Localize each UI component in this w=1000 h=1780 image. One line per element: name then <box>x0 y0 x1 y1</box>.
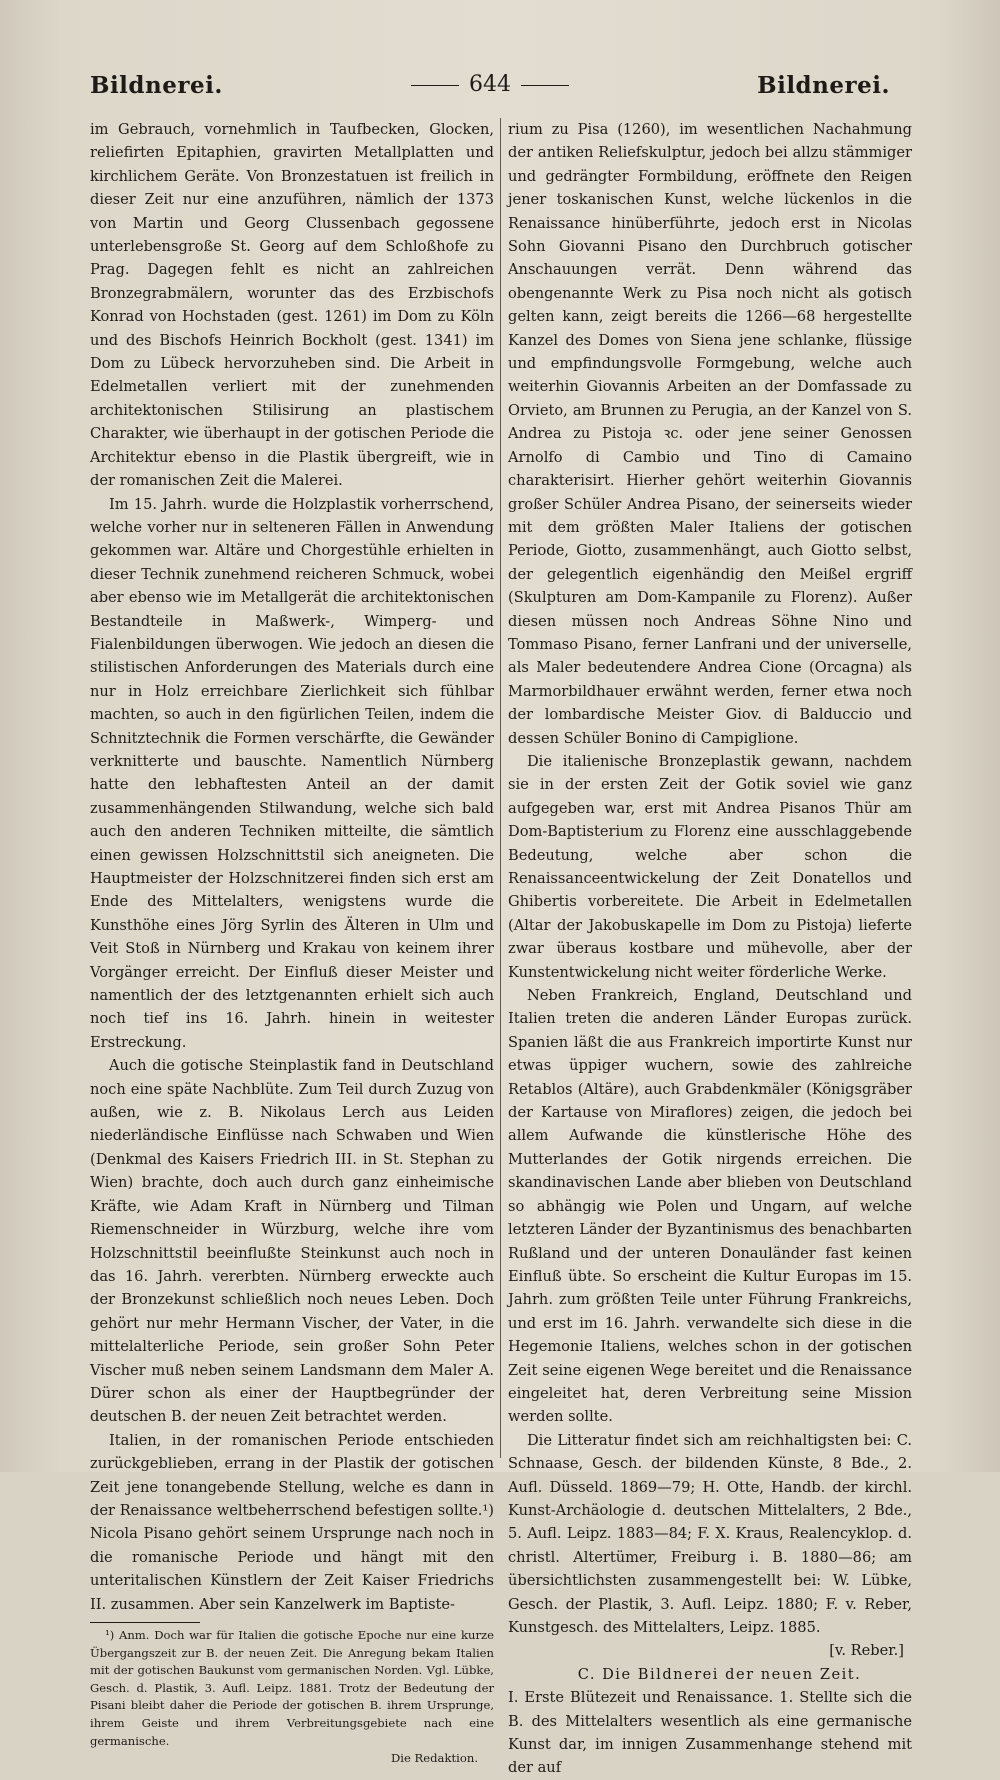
author-signature: [v. Reber.] <box>829 1642 904 1660</box>
running-header <box>90 72 890 108</box>
right-column <box>508 118 912 1780</box>
left-paragraph-2: Im 15. Jahrh. wurde die Holzplastik vorherrschend, welche vorher nur in selteneren Fällen in Anwendung gekommen war. Altäre und Chorgestühle erhielten in dieser Technik zunehmend reicheren Schmuck, wobei aber ebenso wie im Metallgerät die architektonischen Bestandteile in Maßwerk-, Wimperg- und Fialenbildungen überwogen. Wie jedoch an diesen die stilistischen Anforderungen des Materials durch eine nur in Holz erreichbare Zierlichkeit sich fühlbar machten, so auch in den figürlichen Teilen, indem die Schnitztechnik die Formen verschärfte, die Gewänder verknitterte und bauschte. Namentlich Nürnberg hatte den lebhaftesten Anteil an der damit zusammenhängenden Stilwandung, welche sich bald auch den anderen Techniken mitteilte, die sämtlich einen gewissen Holzschnittstil sich aneigneten. Die Hauptmeister der Holzschnitzerei finden sich erst am Ende des Mittelalters, wenigstens wurde die Kunsthöhe eines Jörg Syrlin des Älteren in Ulm und Veit Stoß in Nürnberg und Krakau von keinem ihrer Vorgänger erreicht. Der Einfluß dieser Meister und namentlich der des letztgenannten erhielt sich auch noch tief ins 16. Jahrh. hinein in weitester Erstreckung. <box>90 495 494 1051</box>
page-number: 644 <box>469 72 511 97</box>
left-column <box>90 118 494 1768</box>
right-paragraph-4: Die Litteratur findet sich am reichhaltigsten bei: C. Schnaase, Gesch. der bildenden Künste, 8 Bde., 2. Aufl. Düsseld. 1869—79; H. Otte, Handb. der kirchl. Kunst-Archäologie d. deutschen Mittelalters, 2 Bde., 5. Aufl. Leipz. 1883—84; F. X. Kraus, Realencyklop. d. christl. Altertümer, Freiburg i. B. 1880—86; am übersichtlichsten zusammengestellt bei: W. Lübke, Gesch. der Plastik, 3. Aufl. Leipz. 1880; F. v. Reber, Kunstgesch. des Mittelalters, Leipz. 1885. <box>508 1431 912 1636</box>
footnote: ¹) Anm. Doch war für Italien die gotische Epoche nur eine kurze Übergangszeit zur B. der neuen Zeit. Die Anregung bekam Italien mit der gotischen Baukunst vom germanischen Norden. Vgl. Lübke, Gesch. d. Plastik, 3. Aufl. Leipz. 1881. Trotz der Bedeutung der Pisani bleibt daher die Periode der gotischen B. ihrem Ursprunge, ihrem Geiste und ihrem Verbreitungsgebiete nach eine germanische. <box>90 1628 494 1748</box>
left-paragraph-4: Italien, in der romanischen Periode entschieden zurückgeblieben, errang in der Plastik der gotischen Zeit jene tonangebende Stellung, welche es dann in der Renaissance weltbeherrschend befestigen sollte.¹) Nicola Pisano gehört seinem Ursprunge nach noch in die romanische Periode und hängt mit den unteritalischen Künstlern der Zeit Kaiser Friedrichs II. zusammen. Aber sein Kanzelwerk im Baptiste- <box>90 1431 494 1613</box>
footnote-separator <box>90 1622 200 1623</box>
right-paragraph-1: rium zu Pisa (1260), im wesentlichen Nachahmung der antiken Reliefskulptur, jedoch bei allzu stämmiger und gedrängter Formbildung, eröffnete den Reigen jener toskanischen Kunst, welche lückenlos in die Renaissance hinüberführte, jedoch erst in Nicolas Sohn Giovanni Pisano den Durchbruch gotischer Anschauungen verrät. Denn während das obengenannte Werk zu Pisa noch nicht als gotisch gelten kann, zeigt bereits die 1266—68 hergestellte Kanzel des Domes von Siena jene schlanke, flüssige und empfindungsvolle Formgebung, welche auch weiterhin Giovannis Arbeiten an der Domfassade zu Orvieto, am Brunnen zu Perugia, an der Kanzel von S. Andrea zu Pistoja ꝛc. oder jene seiner Genossen Arnolfo di Cambio und Tino di Camaino charakterisirt. Hierher gehört weiterhin Giovannis großer Schüler Andrea Pisano, der seinerseits wieder mit dem größten Maler Italiens der gotischen Periode, Giotto, zusammenhängt, auch Giotto selbst, der gelegentlich eigenhändig den Meißel ergriff (Skulpturen am Dom-Kampanile zu Florenz). Außer diesen müssen noch Andreas Söhne Nino und Tommaso Pisano, ferner Lanfrani und der universelle, als Maler bedeutendere Andrea Cione (Orcagna) als Marmorbildhauer erwähnt werden, ferner etwa noch der lombardische Meister Giov. di Balduccio und dessen Schüler Bonino di Campiglione. <box>508 121 912 747</box>
left-paragraph-3: Auch die gotische Steinplastik fand in Deutschland noch eine späte Nachblüte. Zum Teil durch Zuzug von außen, wie z. B. Nikolaus Lerch aus Leiden niederländische Einflüsse nach Schwaben und Wien (Denkmal des Kaisers Friedrich III. in St. Stephan zu Wien) brachte, doch auch durch ganz einheimische Kräfte, wie Adam Kraft in Nürnberg und Tilman Riemenschneider in Würzburg, welche ihre vom Holzschnittstil beeinflußte Steinkunst auch noch in das 16. Jahrh. vererbten. Nürnberg erweckte auch der Bronzekunst schließlich noch neues Leben. Doch gehört nur mehr Hermann Vischer, der Vater, in die mittelalterliche Periode, sein großer Sohn Peter Vischer muß neben seinem Landsmann dem Maler A. Dürer schon als einer der Hauptbegründer der deutschen B. der neuen Zeit betrachtet werden. <box>90 1057 494 1426</box>
right-paragraph-5: I. Erste Blütezeit und Renaissance. 1. Stellte sich die B. des Mittelalters wesentlich als eine germanische Kunst dar, im innigen Zusammenhange stehend mit der auf <box>508 1689 912 1777</box>
section-heading: C. Die Bildnerei der neuen Zeit. <box>577 1665 862 1683</box>
header-title-left: Bildnerei. <box>90 72 223 99</box>
right-paragraph-3: Neben Frankreich, England, Deutschland und Italien treten die anderen Länder Europas zurück. Spanien läßt die aus Frankreich importirte Kunst nur etwas üppiger wuchern, sowie des zahlreiche Retablos (Altäre), auch Grabdenkmäler (Königsgräber der Kartause von Miraflores) zeigen, die jedoch bei allem Aufwande die künstlerische Höhe des Mutterlandes der Gotik nirgends erreichen. Die skandinavischen Lande aber blieben von Deutschland so abhängig wie Polen und Ungarn, auf welche letzteren Länder der Byzantinismus des benachbarten Rußland und der unteren Donauländer fast keinen Einfluß übte. So erscheint die Kultur Europas im 15. Jahrh. zum größten Teile unter Führung Frankreichs, und erst im 16. Jahrh. verwandelte sich diese in die Hegemonie Italiens, welches schon in der gotischen Zeit seine eigenen Wege bereitet und die Renaissance eingeleitet hat, deren Verbreitung seine Mission werden sollte. <box>508 987 912 1426</box>
header-dash-left <box>411 85 459 86</box>
header-title-right: Bildnerei. <box>757 72 890 99</box>
header-dash-right <box>521 85 569 86</box>
column-divider <box>500 118 501 1458</box>
left-paragraph-1: im Gebrauch, vornehmlich in Taufbecken, Glocken, reliefirten Epitaphien, gravirten Metallplatten und kirchlichem Geräte. Von Bronzestatuen ist freilich in dieser Zeit nur eine anzuführen, nämlich der 1373 von Martin und Georg Clussenbach gegossene unterlebensgroße St. Georg auf dem Schloßhofe zu Prag. Dagegen fehlt es nicht an zahlreichen Bronzegrabmälern, worunter das des Erzbischofs Konrad von Hochstaden (gest. 1261) im Dom zu Köln und des Bischofs Heinrich Bockholt (gest. 1341) im Dom zu Lübeck hervorzuheben sind. Die Arbeit in Edelmetallen verliert mit der zunehmenden architektonischen Stilisirung an plastischem Charakter, wie überhaupt in der gotischen Periode die Architektur ebenso in die Plastik übergreift, wie in der romanischen Zeit die Malerei. <box>90 121 494 490</box>
right-paragraph-2: Die italienische Bronzeplastik gewann, nachdem sie in der ersten Zeit der Gotik soviel wie ganz aufgegeben war, erst mit Andrea Pisanos Thür am Dom-Baptisterium zu Florenz eine ausschlaggebende Bedeutung, welche aber schon die Renaissanceentwickelung der Zeit Donatellos und Ghibertis vorbereitete. Die Arbeit in Edelmetallen (Altar der Jakobuskapelle im Dom zu Pistoja) lieferte zwar überaus kostbare und mühevolle, aber der Kunstentwickelung nicht weiter förderliche Werke. <box>508 752 912 981</box>
footnote-signature: Die Redaktion. <box>391 1751 478 1766</box>
